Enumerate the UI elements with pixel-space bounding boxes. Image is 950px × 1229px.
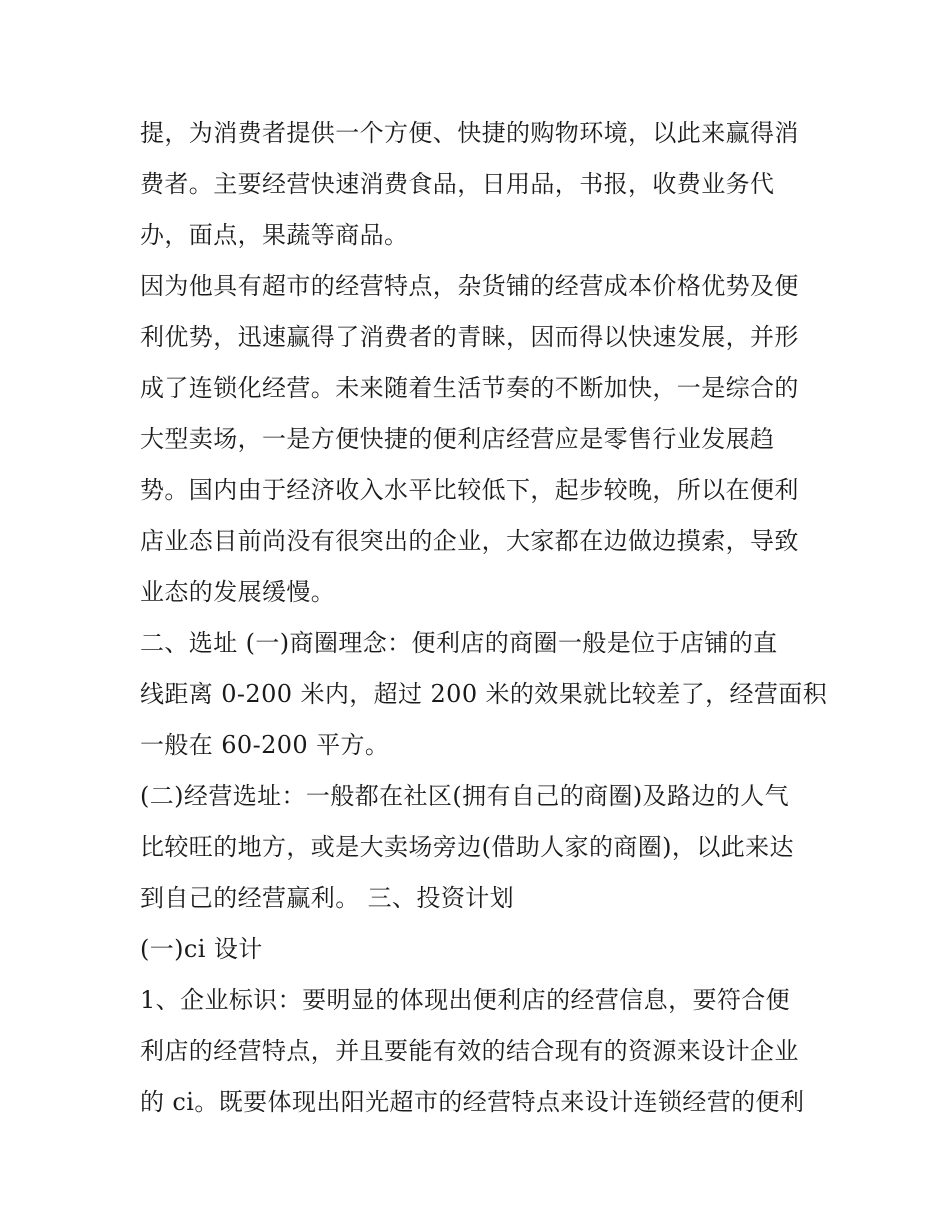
text-line: 成了连锁化经营。未来随着生活节奏的不断加快，一是综合的 — [140, 374, 799, 402]
text-line: 1、企业标识：要明显的体现出便利店的经营信息，要符合便 — [140, 986, 791, 1014]
text-line: 大型卖场，一是方便快捷的便利店经营应是零售行业发展趋 — [140, 425, 775, 453]
text-line: 到自己的经营赢利。 三、投资计划 — [140, 884, 515, 912]
text-line: (一)ci 设计 — [140, 935, 263, 963]
text-line: 线距离 0-200 米内，超过 200 米的效果就比较差了，经营面积 — [140, 680, 828, 708]
text-line: 店业态目前尚没有很突出的企业，大家都在边做边摸索，导致 — [140, 527, 799, 555]
text-line: 业态的发展缓慢。 — [140, 578, 336, 606]
text-line: 比较旺的地方，或是大卖场旁边(借助人家的商圈)，以此来达 — [140, 833, 794, 861]
text-line: 二、选址 (一)商圈理念：便利店的商圈一般是位于店铺的直 — [140, 629, 778, 657]
text-line: 利优势，迅速赢得了消费者的青睐，因而得以快速发展，并形 — [140, 323, 799, 351]
text-line: 的 ci。既要体现出阳光超市的经营特点来设计连锁经营的便利 — [140, 1088, 805, 1116]
body-text — [140, 108, 830, 1128]
text-line: 一般在 60-200 平方。 — [140, 731, 390, 759]
text-line: 势。国内由于经济收入水平比较低下，起步较晚，所以在便利 — [140, 476, 799, 504]
text-line: (二)经营选址：一般都在社区(拥有自己的商圈)及路边的人气 — [140, 782, 790, 810]
text-line: 提，为消费者提供一个方便、快捷的购物环境，以此来赢得消 — [140, 119, 799, 147]
text-line: 费者。主要经营快速消费食品，日用品，书报，收费业务代 — [140, 170, 775, 198]
text-line: 因为他具有超市的经营特点，杂货铺的经营成本价格优势及便 — [140, 272, 799, 300]
text-line: 利店的经营特点，并且要能有效的结合现有的资源来设计企业 — [140, 1037, 799, 1065]
text-line: 办，面点，果蔬等商品。 — [140, 221, 409, 249]
